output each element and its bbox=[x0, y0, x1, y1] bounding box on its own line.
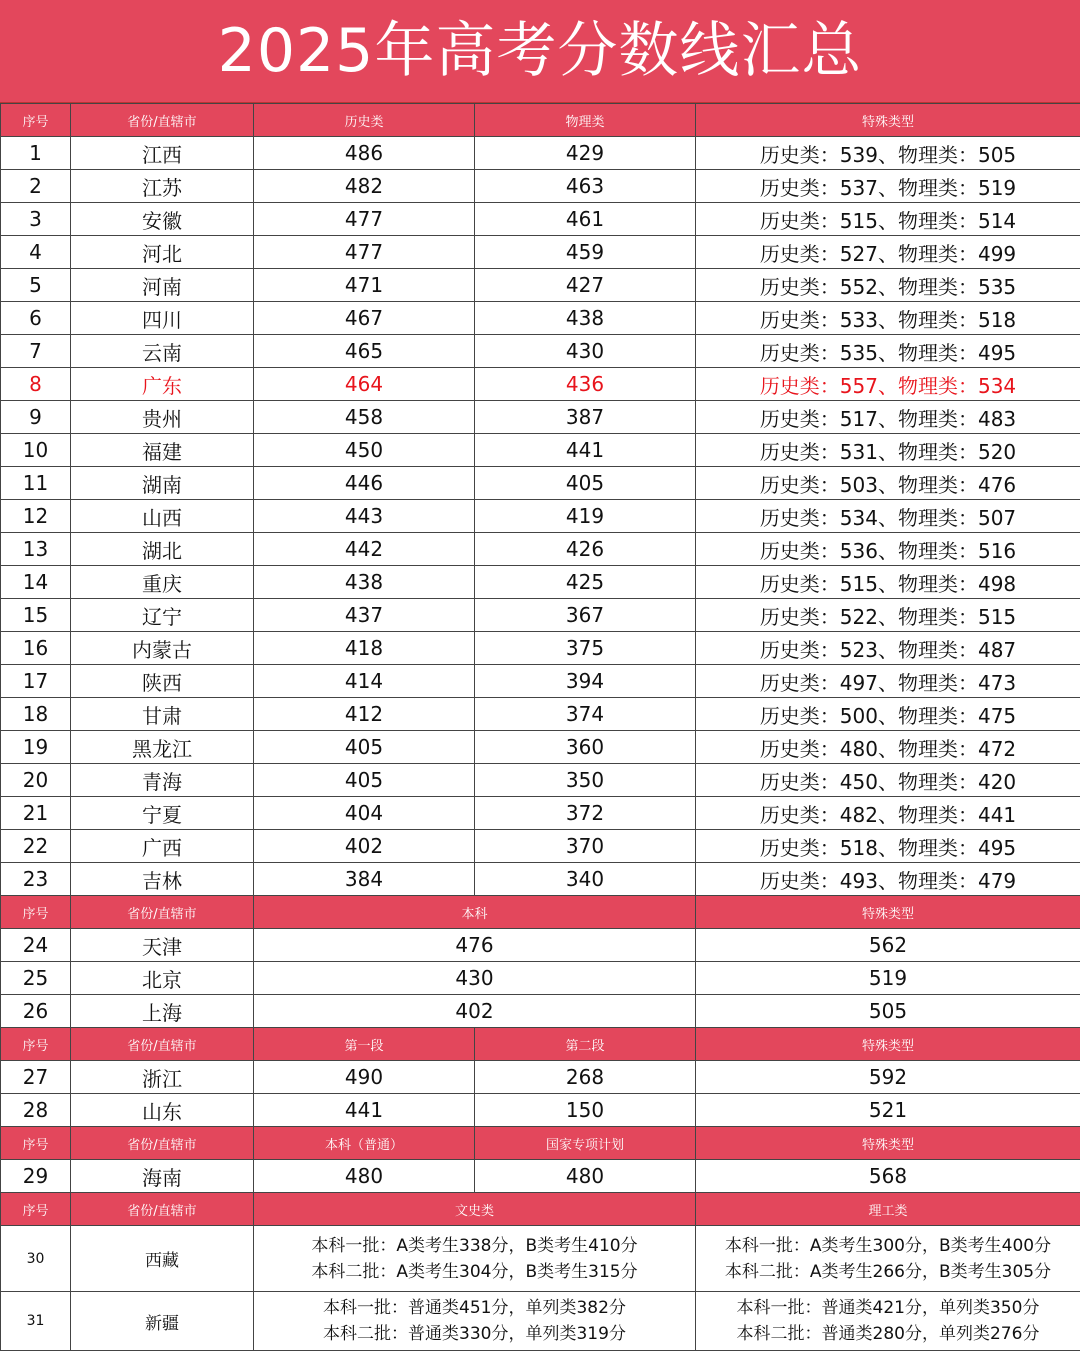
row-number: 7 bbox=[1, 335, 71, 368]
special-type-score: 历史类：552、物理类：535 bbox=[696, 269, 1080, 302]
history-score: 464 bbox=[254, 368, 475, 401]
science-score bbox=[696, 1292, 1080, 1351]
history-score: 458 bbox=[254, 401, 475, 434]
special-type-score: 592 bbox=[696, 1061, 1080, 1094]
special-type-score: 521 bbox=[696, 1094, 1080, 1127]
special-type-score: 历史类：522、物理类：515 bbox=[696, 599, 1080, 632]
column-header: 文史类 bbox=[254, 1193, 696, 1226]
physics-score: 438 bbox=[475, 302, 696, 335]
province-name: 上海 bbox=[71, 995, 254, 1028]
province-name: 新疆 bbox=[71, 1292, 254, 1351]
history-score: 405 bbox=[254, 764, 475, 797]
physics-score: 463 bbox=[475, 170, 696, 203]
physics-score: 429 bbox=[475, 137, 696, 170]
physics-score: 394 bbox=[475, 665, 696, 698]
province-name: 黑龙江 bbox=[71, 731, 254, 764]
province-name: 湖北 bbox=[71, 533, 254, 566]
special-type-score: 568 bbox=[696, 1160, 1080, 1193]
cell-line: 本科二批：A类考生304分，B类考生315分 bbox=[254, 1259, 695, 1285]
history-score: 486 bbox=[254, 137, 475, 170]
physics-score: 430 bbox=[475, 335, 696, 368]
row-number: 2 bbox=[1, 170, 71, 203]
physics-score: 372 bbox=[475, 797, 696, 830]
history-score: 418 bbox=[254, 632, 475, 665]
table-row bbox=[1, 269, 1080, 302]
row-number: 31 bbox=[1, 1292, 71, 1351]
history-score: 414 bbox=[254, 665, 475, 698]
column-header: 第一段 bbox=[254, 1028, 475, 1061]
history-score: 437 bbox=[254, 599, 475, 632]
row-number: 13 bbox=[1, 533, 71, 566]
history-score: 443 bbox=[254, 500, 475, 533]
special-type-score: 历史类：535、物理类：495 bbox=[696, 335, 1080, 368]
province-name: 陕西 bbox=[71, 665, 254, 698]
special-type-score: 历史类：450、物理类：420 bbox=[696, 764, 1080, 797]
history-score: 412 bbox=[254, 698, 475, 731]
province-name: 福建 bbox=[71, 434, 254, 467]
cell-line: 本科一批：普通类451分，单列类382分 bbox=[254, 1295, 695, 1321]
row-number: 6 bbox=[1, 302, 71, 335]
table-row bbox=[1, 467, 1080, 500]
province-name: 广西 bbox=[71, 830, 254, 863]
row-number: 11 bbox=[1, 467, 71, 500]
cell-line: 本科二批：普通类330分，单列类319分 bbox=[254, 1321, 695, 1347]
province-name: 吉林 bbox=[71, 863, 254, 896]
special-type-score: 历史类：537、物理类：519 bbox=[696, 170, 1080, 203]
row-number: 16 bbox=[1, 632, 71, 665]
table-row bbox=[1, 863, 1080, 896]
table-row bbox=[1, 995, 1080, 1028]
column-header: 省份/直辖市 bbox=[71, 104, 254, 137]
physics-score: 425 bbox=[475, 566, 696, 599]
row-number: 24 bbox=[1, 929, 71, 962]
special-type-score: 历史类：517、物理类：483 bbox=[696, 401, 1080, 434]
column-header: 物理类 bbox=[475, 104, 696, 137]
history-score: 438 bbox=[254, 566, 475, 599]
special-type-score: 519 bbox=[696, 962, 1080, 995]
table-row bbox=[1, 1292, 1080, 1351]
column-header: 本科 bbox=[254, 896, 696, 929]
column-header: 省份/直辖市 bbox=[71, 1193, 254, 1226]
row-number: 25 bbox=[1, 962, 71, 995]
history-score: 477 bbox=[254, 203, 475, 236]
column-header: 本科（普通） bbox=[254, 1127, 475, 1160]
row-number: 26 bbox=[1, 995, 71, 1028]
history-score: 477 bbox=[254, 236, 475, 269]
special-type-score: 历史类：557、物理类：534 bbox=[696, 368, 1080, 401]
physics-score: 405 bbox=[475, 467, 696, 500]
special-type-score: 历史类：531、物理类：520 bbox=[696, 434, 1080, 467]
province-name: 北京 bbox=[71, 962, 254, 995]
column-header: 序号 bbox=[1, 1193, 71, 1226]
special-type-score: 历史类：493、物理类：479 bbox=[696, 863, 1080, 896]
province-name: 江西 bbox=[71, 137, 254, 170]
province-name: 青海 bbox=[71, 764, 254, 797]
table-row bbox=[1, 401, 1080, 434]
row-number: 10 bbox=[1, 434, 71, 467]
table-row bbox=[1, 929, 1080, 962]
special-type-score: 历史类：539、物理类：505 bbox=[696, 137, 1080, 170]
province-name: 海南 bbox=[71, 1160, 254, 1193]
physics-score: 340 bbox=[475, 863, 696, 896]
section-header-row bbox=[1, 1127, 1080, 1160]
special-type-score: 历史类：534、物理类：507 bbox=[696, 500, 1080, 533]
history-score: 446 bbox=[254, 467, 475, 500]
physics-score: 375 bbox=[475, 632, 696, 665]
row-number: 8 bbox=[1, 368, 71, 401]
segment-one-score: 441 bbox=[254, 1094, 475, 1127]
special-type-score: 历史类：482、物理类：441 bbox=[696, 797, 1080, 830]
special-type-score: 历史类：523、物理类：487 bbox=[696, 632, 1080, 665]
table-row bbox=[1, 170, 1080, 203]
province-name: 湖南 bbox=[71, 467, 254, 500]
province-name: 河北 bbox=[71, 236, 254, 269]
table-row bbox=[1, 632, 1080, 665]
special-type-score: 历史类：527、物理类：499 bbox=[696, 236, 1080, 269]
arts-score bbox=[254, 1292, 696, 1351]
history-score: 402 bbox=[254, 830, 475, 863]
table-row bbox=[1, 368, 1080, 401]
special-type-score: 历史类：497、物理类：473 bbox=[696, 665, 1080, 698]
special-type-score: 历史类：515、物理类：514 bbox=[696, 203, 1080, 236]
column-header: 序号 bbox=[1, 1127, 71, 1160]
column-header: 特殊类型 bbox=[696, 1028, 1080, 1061]
row-number: 12 bbox=[1, 500, 71, 533]
province-name: 安徽 bbox=[71, 203, 254, 236]
physics-score: 436 bbox=[475, 368, 696, 401]
province-name: 浙江 bbox=[71, 1061, 254, 1094]
score-table bbox=[0, 103, 1080, 1351]
row-number: 22 bbox=[1, 830, 71, 863]
regular-undergrad-score: 480 bbox=[254, 1160, 475, 1193]
column-header: 省份/直辖市 bbox=[71, 1028, 254, 1061]
province-name: 江苏 bbox=[71, 170, 254, 203]
row-number: 29 bbox=[1, 1160, 71, 1193]
science-score bbox=[696, 1226, 1080, 1292]
table-row bbox=[1, 797, 1080, 830]
row-number: 9 bbox=[1, 401, 71, 434]
column-header: 序号 bbox=[1, 896, 71, 929]
special-type-score: 历史类：480、物理类：472 bbox=[696, 731, 1080, 764]
segment-two-score: 268 bbox=[475, 1061, 696, 1094]
segment-one-score: 490 bbox=[254, 1061, 475, 1094]
row-number: 1 bbox=[1, 137, 71, 170]
history-score: 482 bbox=[254, 170, 475, 203]
special-type-score: 562 bbox=[696, 929, 1080, 962]
physics-score: 370 bbox=[475, 830, 696, 863]
special-type-score: 历史类：536、物理类：516 bbox=[696, 533, 1080, 566]
column-header: 国家专项计划 bbox=[475, 1127, 696, 1160]
table-row bbox=[1, 599, 1080, 632]
row-number: 3 bbox=[1, 203, 71, 236]
province-name: 四川 bbox=[71, 302, 254, 335]
table-row bbox=[1, 962, 1080, 995]
table-row bbox=[1, 500, 1080, 533]
special-type-score: 历史类：515、物理类：498 bbox=[696, 566, 1080, 599]
row-number: 23 bbox=[1, 863, 71, 896]
section-header-row bbox=[1, 896, 1080, 929]
row-number: 18 bbox=[1, 698, 71, 731]
special-type-score: 历史类：500、物理类：475 bbox=[696, 698, 1080, 731]
history-score: 384 bbox=[254, 863, 475, 896]
table-row bbox=[1, 335, 1080, 368]
special-type-score: 505 bbox=[696, 995, 1080, 1028]
table-row bbox=[1, 434, 1080, 467]
undergrad-score: 402 bbox=[254, 995, 696, 1028]
cell-line: 本科二批：A类考生266分，B类考生305分 bbox=[696, 1259, 1080, 1285]
column-header: 省份/直辖市 bbox=[71, 1127, 254, 1160]
row-number: 30 bbox=[1, 1226, 71, 1292]
physics-score: 459 bbox=[475, 236, 696, 269]
table-row bbox=[1, 302, 1080, 335]
row-number: 4 bbox=[1, 236, 71, 269]
row-number: 20 bbox=[1, 764, 71, 797]
table-row bbox=[1, 1094, 1080, 1127]
table-row bbox=[1, 566, 1080, 599]
physics-score: 426 bbox=[475, 533, 696, 566]
physics-score: 360 bbox=[475, 731, 696, 764]
physics-score: 427 bbox=[475, 269, 696, 302]
row-number: 5 bbox=[1, 269, 71, 302]
history-score: 404 bbox=[254, 797, 475, 830]
province-name: 辽宁 bbox=[71, 599, 254, 632]
history-score: 467 bbox=[254, 302, 475, 335]
column-header: 省份/直辖市 bbox=[71, 896, 254, 929]
table-row bbox=[1, 203, 1080, 236]
section-header-row bbox=[1, 104, 1080, 137]
province-name: 甘肃 bbox=[71, 698, 254, 731]
row-number: 15 bbox=[1, 599, 71, 632]
special-type-score: 历史类：533、物理类：518 bbox=[696, 302, 1080, 335]
table-row bbox=[1, 1160, 1080, 1193]
cell-line: 本科一批：A类考生338分，B类考生410分 bbox=[254, 1233, 695, 1259]
table-row bbox=[1, 830, 1080, 863]
physics-score: 441 bbox=[475, 434, 696, 467]
column-header: 特殊类型 bbox=[696, 1127, 1080, 1160]
table-row bbox=[1, 731, 1080, 764]
special-type-score: 历史类：503、物理类：476 bbox=[696, 467, 1080, 500]
section-header-row bbox=[1, 1193, 1080, 1226]
province-name: 内蒙古 bbox=[71, 632, 254, 665]
province-name: 重庆 bbox=[71, 566, 254, 599]
cell-line: 本科一批：普通类421分，单列类350分 bbox=[696, 1295, 1080, 1321]
physics-score: 461 bbox=[475, 203, 696, 236]
row-number: 19 bbox=[1, 731, 71, 764]
page-title: 2025年高考分数线汇总 bbox=[0, 0, 1080, 103]
province-name: 广东 bbox=[71, 368, 254, 401]
table-row bbox=[1, 698, 1080, 731]
history-score: 471 bbox=[254, 269, 475, 302]
column-header: 序号 bbox=[1, 104, 71, 137]
province-name: 天津 bbox=[71, 929, 254, 962]
cell-line: 本科二批：普通类280分，单列类276分 bbox=[696, 1321, 1080, 1347]
province-name: 山西 bbox=[71, 500, 254, 533]
table-row bbox=[1, 1061, 1080, 1094]
province-name: 山东 bbox=[71, 1094, 254, 1127]
province-name: 贵州 bbox=[71, 401, 254, 434]
province-name: 西藏 bbox=[71, 1226, 254, 1292]
section-header-row bbox=[1, 1028, 1080, 1061]
history-score: 405 bbox=[254, 731, 475, 764]
physics-score: 419 bbox=[475, 500, 696, 533]
physics-score: 374 bbox=[475, 698, 696, 731]
history-score: 450 bbox=[254, 434, 475, 467]
undergrad-score: 430 bbox=[254, 962, 696, 995]
column-header: 历史类 bbox=[254, 104, 475, 137]
province-name: 宁夏 bbox=[71, 797, 254, 830]
province-name: 云南 bbox=[71, 335, 254, 368]
table-row bbox=[1, 764, 1080, 797]
table-row bbox=[1, 137, 1080, 170]
physics-score: 367 bbox=[475, 599, 696, 632]
national-plan-score: 480 bbox=[475, 1160, 696, 1193]
column-header: 理工类 bbox=[696, 1193, 1080, 1226]
row-number: 28 bbox=[1, 1094, 71, 1127]
row-number: 21 bbox=[1, 797, 71, 830]
row-number: 27 bbox=[1, 1061, 71, 1094]
column-header: 特殊类型 bbox=[696, 896, 1080, 929]
table-row bbox=[1, 533, 1080, 566]
history-score: 465 bbox=[254, 335, 475, 368]
segment-two-score: 150 bbox=[475, 1094, 696, 1127]
row-number: 14 bbox=[1, 566, 71, 599]
column-header: 第二段 bbox=[475, 1028, 696, 1061]
table-row bbox=[1, 236, 1080, 269]
column-header: 序号 bbox=[1, 1028, 71, 1061]
table-row bbox=[1, 1226, 1080, 1292]
table-row bbox=[1, 665, 1080, 698]
undergrad-score: 476 bbox=[254, 929, 696, 962]
physics-score: 387 bbox=[475, 401, 696, 434]
row-number: 17 bbox=[1, 665, 71, 698]
cell-line: 本科一批：A类考生300分，B类考生400分 bbox=[696, 1233, 1080, 1259]
physics-score: 350 bbox=[475, 764, 696, 797]
column-header: 特殊类型 bbox=[696, 104, 1080, 137]
special-type-score: 历史类：518、物理类：495 bbox=[696, 830, 1080, 863]
province-name: 河南 bbox=[71, 269, 254, 302]
history-score: 442 bbox=[254, 533, 475, 566]
score-table-body bbox=[1, 104, 1080, 1351]
arts-score bbox=[254, 1226, 696, 1292]
